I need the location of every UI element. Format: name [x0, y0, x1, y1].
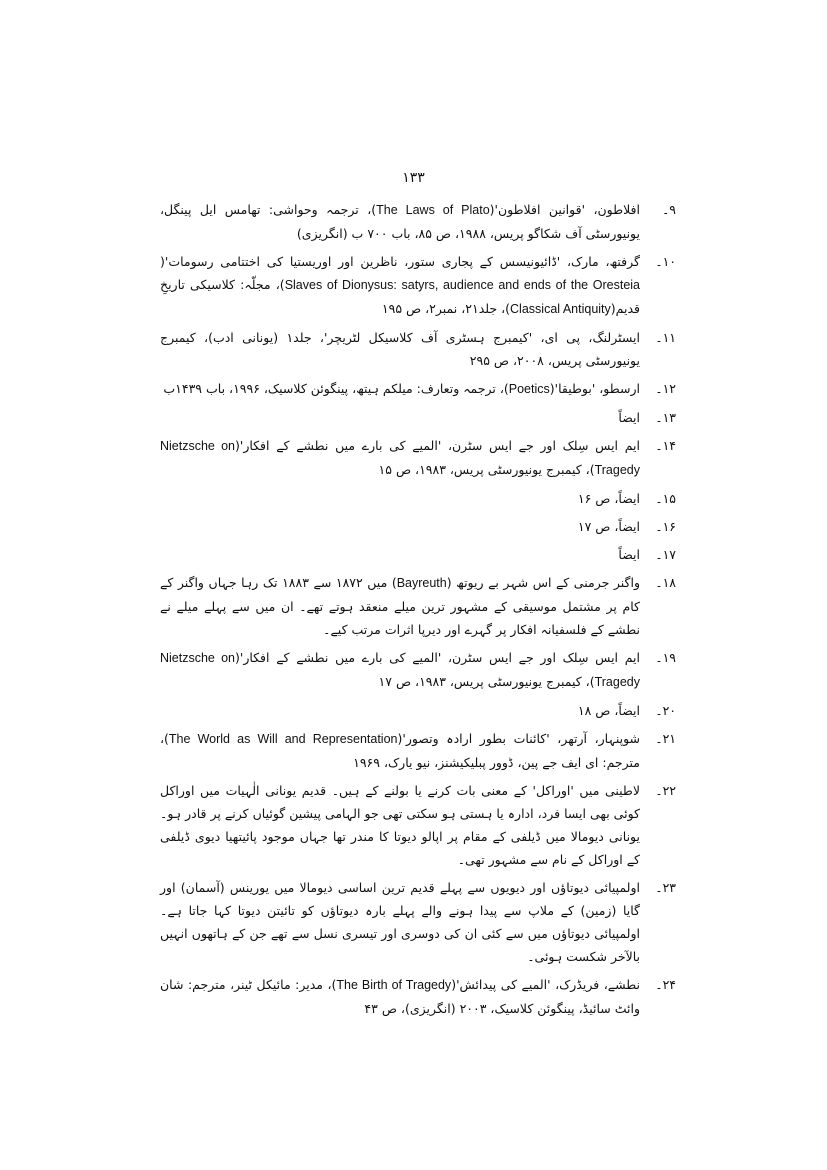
- latin-text: Nietzsche on Tragedy: [160, 651, 640, 689]
- endnote-number: ۲۲۔: [655, 783, 676, 798]
- endnote-number: ۱۰۔: [655, 254, 676, 269]
- endnote-item: [160, 973, 676, 1020]
- endnote-text: ایم ایس سِلک اور جے ایس سٹرن، 'المیے کی بارے میں نطشے کے افکار'(Nietzsche on Tragedy)، کیمبرج یونیورسٹی پریس، ۱۹۸۳، ص ۱۵: [160, 438, 640, 477]
- endnote-item: [160, 699, 676, 722]
- endnote-number: ۱۱۔: [655, 330, 676, 345]
- endnote-item: [160, 434, 676, 482]
- endnote-item: [160, 198, 676, 245]
- latin-text: Nietzsche on Tragedy: [160, 439, 640, 477]
- endnote-text: ایضاً، ص ۱۷: [577, 519, 640, 534]
- latin-text: The World as Will and Representation: [168, 732, 398, 746]
- endnote-number: ۱۹۔: [655, 650, 676, 665]
- endnote-item: [160, 543, 676, 566]
- endnote-number: ۱۸۔: [655, 575, 676, 590]
- endnote-number: ۱۲۔: [655, 381, 676, 396]
- endnote-item: [160, 326, 676, 372]
- endnote-text: ایسٹرلنگ، پی ای، 'کیمبرج ہسٹری آف کلاسیکل لٹریچر'، جلد۱ (یونانی ادب)، کیمبرج یونیورسٹی پریس، ۲۰۰۸، ص ۲۹۵: [160, 330, 640, 368]
- endnote-item: [160, 779, 676, 871]
- endnote-number: ۲۳۔: [655, 880, 676, 895]
- endnote-text: گرفتھ، مارک، 'ڈائیونیسس کے پجاری ستور، ناظرین اور اوریستیا کی اختتامی رسومات'( Slaves of Dionysus: satyrs, audience and ends of the Oresteia)، مجلّہ: کلاسیکی تاریخِ قدیم(Classical Antiquity)، جلد۲۱، نمبر۲، ص ۱۹۵: [160, 254, 640, 316]
- endnote-text: ایضاً، ص ۱۸: [577, 703, 640, 718]
- endnote-text: اولمپیائی دیوتاؤں اور دیویوں سے پہلے قدیم ترین اساسی دیومالا میں یورینس (آسمان) اور گایا (زمین) کے ملاپ سے پیدا ہونے والے پہلے بارہ دیوتاؤں کو تائیتن دیوتا کہا جاتا ہے۔ اولمپیائی دیوتاؤں میں سے کئی ان کی دوسری اور تیسری نسل سے تھے جن کے ہاتھوں انہیں بالآخر شکست ہوئی۔: [160, 880, 640, 964]
- endnote-item: [160, 646, 676, 694]
- endnote-item: [160, 571, 676, 641]
- endnote-number: ۱۵۔: [655, 491, 676, 506]
- endnote-text: ارسطو، 'بوطیقا'(Poetics)، ترجمہ وتعارف: میلکم ہیتھ، پینگوئن کلاسیک، ۱۹۹۶، باب ۱۴۳۹ب: [163, 381, 640, 396]
- endnote-text: واگنر جرمنی کے اس شہر بے ریوتھ (Bayreuth) میں ۱۸۷۲ سے ۱۸۸۳ تک رہا جہاں واگنر کے کام پر مشتمل موسیقی کے مشہور ترین میلے منعقد ہوتے تھے۔ ان میں سے پہلے میلے نے نطشے کے فلسفیانہ افکار پر گہرے اور دیرپا اثرات مرتب کیے۔: [160, 575, 641, 637]
- latin-text: The Laws of Plato: [376, 203, 490, 217]
- endnote-text: ایضاً: [618, 547, 640, 562]
- latin-text: Poetics: [508, 382, 550, 396]
- endnote-number: ۲۴۔: [655, 977, 676, 992]
- endnote-item: [160, 487, 676, 510]
- endnote-number: ۹۔: [661, 202, 676, 217]
- endnote-text: ایضاً: [618, 410, 640, 425]
- endnote-text: ایضاً، ص ۱۶: [577, 491, 640, 506]
- endnote-text: ایم ایس سِلک اور جے ایس سٹرن، 'المیے کی بارے میں نطشے کے افکار'(Nietzsche on Tragedy)، کیمبرج یونیورسٹی پریس، ۱۹۸۳، ص ۱۷: [160, 650, 640, 689]
- latin-text: The Birth of Tragedy: [336, 978, 452, 992]
- endnotes-list: [160, 198, 676, 1025]
- latin-text: Classical Antiquity: [510, 302, 611, 316]
- endnote-item: [160, 250, 676, 321]
- endnote-item: [160, 515, 676, 538]
- endnote-text: لاطینی میں 'اوراکل' کے معنی بات کرنے یا بولنے کے ہیں۔ قدیم یونانی الٰہیات میں اوراکل کوئی بھی ایسا فرد، ادارہ یا ہستی ہو سکتی تھی جو الہامی پیشین گوئیاں کرنے پر قادر ہو۔ یونانی دیومالا میں ڈیلفی کے مقام پر اپالو دیوتا کا مندر تھا جہاں موجود پائیتھیا دیوی ڈیلفی کے اوراکل کے نام سے مشہور تھی۔: [160, 783, 640, 867]
- latin-text: Bayreuth: [396, 576, 447, 590]
- endnote-item: [160, 406, 676, 429]
- endnote-item: [160, 876, 676, 968]
- endnote-number: ۲۱۔: [655, 731, 676, 746]
- page-number: ۱۳۳: [402, 170, 425, 186]
- endnote-number: ۱۶۔: [655, 519, 676, 534]
- endnote-number: ۱۴۔: [655, 438, 676, 453]
- latin-text: Slaves of Dionysus: satyrs, audience and ends of the Oresteia: [284, 278, 640, 292]
- endnote-text: افلاطون، 'قوانین افلاطون'(The Laws of Plato)، ترجمہ وحواشی: تھامس ایل پینگل، یونیورسٹی آف شکاگو پریس، ۱۹۸۸، ص ۸۵، باب ۷۰۰ ب (انگریزی): [160, 202, 641, 241]
- endnote-text: شوپنہار، آرتھر، 'کائنات بطور ارادہ وتصور'(The World as Will and Representation)، مترجم: ای ایف جے پین، ڈوور پبلیکیشنز، نیو یارک، ۱۹۶۹: [160, 731, 640, 770]
- endnote-item: [160, 727, 676, 774]
- endnote-item: [160, 377, 676, 401]
- endnote-number: ۲۰۔: [655, 703, 676, 718]
- endnote-number: ۱۳۔: [655, 410, 676, 425]
- endnote-text: نطشے، فریڈرک، 'المیے کی پیدائش'(The Birth of Tragedy)، مدیر: مائیکل ٹینر، مترجم: شان وائٹ سائیڈ، پینگوئن کلاسیک، ۲۰۰۳ (انگریزی)، ص ۴۳: [160, 977, 640, 1016]
- endnote-number: ۱۷۔: [655, 547, 676, 562]
